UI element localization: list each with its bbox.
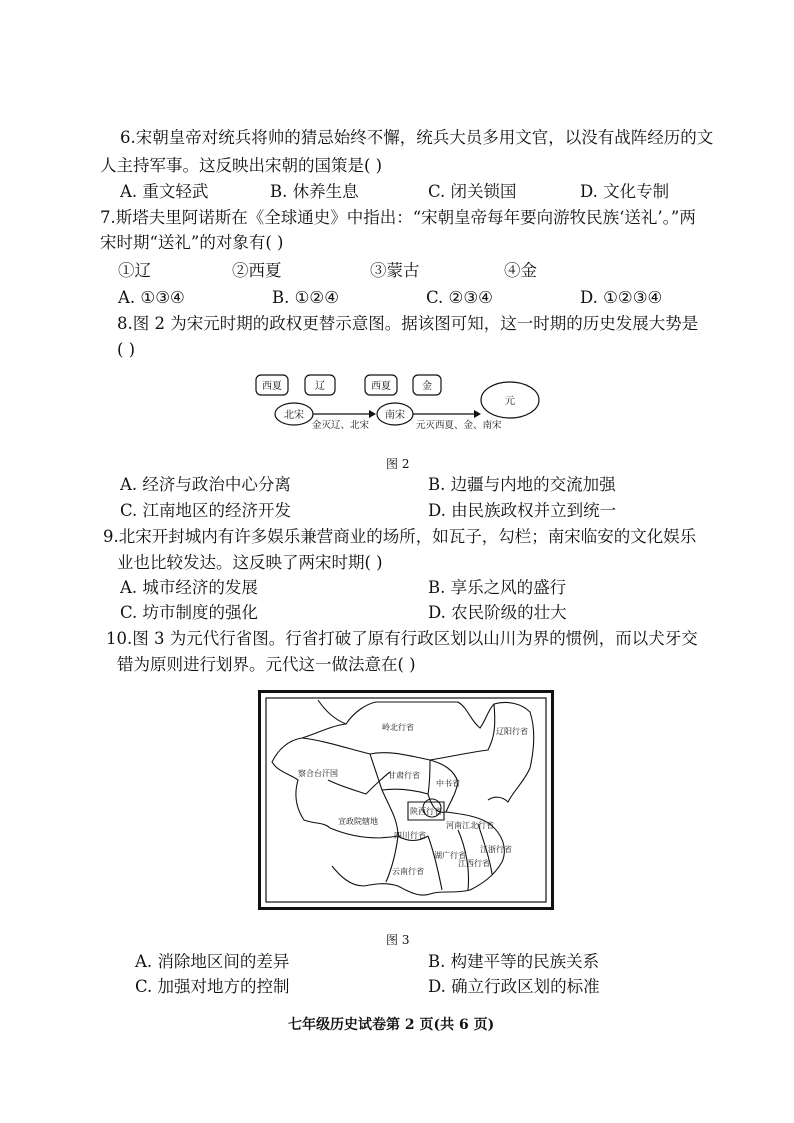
q6-option-a[interactable]: A. 重文轻武: [120, 182, 209, 201]
page-footer: 七年级历史试卷第 2 页(共 6 页): [288, 1017, 495, 1033]
q6-option-b[interactable]: B. 休养生息: [270, 182, 359, 201]
q10-stem-line2: 错为原则进行划界。元代这一做法意在( ): [117, 655, 416, 674]
node-beisong-label: 北宋: [284, 410, 304, 421]
node-xixia-1-label: 西夏: [262, 381, 282, 392]
q10-option-a[interactable]: A. 消除地区间的差异: [135, 952, 290, 971]
q9-option-c[interactable]: C. 坊市制度的强化: [120, 603, 259, 622]
map-label-liaoyang: 辽阳行省: [496, 727, 528, 736]
figure-3-caption: 图 3: [386, 933, 410, 947]
node-jin-label: 金: [422, 381, 432, 392]
q9-option-a[interactable]: A. 城市经济的发展: [120, 578, 258, 597]
map-label-sichuan: 四川行省: [394, 831, 426, 840]
map-label-yunnan: 云南行省: [392, 867, 424, 876]
q9-option-d[interactable]: D. 农民阶级的壮大: [428, 603, 567, 622]
arrow-label-jin-conquest: 金灭辽、北宋: [312, 420, 370, 431]
q10-stem-line1: 10.图 3 为元代行省图。行省打破了原有行政区划以山川为界的惯例，而以犬牙交: [106, 629, 698, 648]
figure-2-caption: 图 2: [386, 457, 410, 471]
q6-stem-line2: 人主持军事。这反映出宋朝的国策是( ): [100, 156, 383, 175]
map-label-jiangzhe: 江浙行省: [480, 845, 512, 854]
q8-option-a[interactable]: A. 经济与政治中心分离: [120, 475, 291, 494]
q7-stem-line2: 宋时期“送礼”的对象有( ): [100, 233, 284, 252]
figure-3-yuan-province-map: [258, 690, 554, 910]
q10-option-c[interactable]: C. 加强对地方的控制: [135, 977, 290, 996]
map-label-huguang: 湖广行省: [434, 851, 466, 860]
q9-stem-line2: 业也比较发达。这反映了两宋时期( ): [117, 553, 383, 572]
q8-option-c[interactable]: C. 江南地区的经济开发: [120, 501, 292, 520]
map-label-shaanxi: 陕西行省: [410, 807, 442, 816]
map-label-xuanzheng: 宣政院辖地: [338, 817, 378, 826]
q7-option-c[interactable]: C. ②③④: [426, 288, 493, 307]
q7-item-2: ②西夏: [232, 261, 282, 280]
figure-2-regime-diagram: [250, 370, 540, 440]
q6-option-d[interactable]: D. 文化专制: [580, 182, 670, 201]
q8-option-d[interactable]: D. 由民族政权并立到统一: [428, 501, 617, 520]
q10-option-d[interactable]: D. 确立行政区划的标准: [428, 977, 600, 996]
q7-item-1: ①辽: [118, 261, 151, 280]
map-label-chagatai: 察合台汗国: [298, 769, 338, 778]
q7-option-a[interactable]: A. ①③④: [118, 288, 185, 307]
q6-option-c[interactable]: C. 闭关锁国: [428, 182, 517, 201]
map-label-henan: 河南江北行省: [446, 821, 494, 830]
q7-item-3: ③蒙古: [370, 261, 420, 280]
node-nansong-label: 南宋: [385, 410, 405, 421]
map-label-jiangxi: 江西行省: [458, 859, 490, 868]
q9-option-b[interactable]: B. 享乐之风的盛行: [428, 578, 567, 597]
node-liao-label: 辽: [315, 381, 325, 392]
q6-stem-line1: 6.宋朝皇帝对统兵将帅的猜忌始终不懈，统兵大员多用文官，以没有战阵经历的文: [120, 128, 714, 147]
q7-item-4: ④金: [504, 261, 537, 280]
q8-option-b[interactable]: B. 边疆与内地的交流加强: [428, 475, 616, 494]
q10-option-b[interactable]: B. 构建平等的民族关系: [428, 952, 600, 971]
q7-stem-line1: 7.斯塔夫里阿诺斯在《全球通史》中指出：“宋朝皇帝每年要向游牧民族‘送礼’。”两: [100, 208, 696, 227]
map-label-lingbei: 岭北行省: [382, 723, 414, 732]
map-label-gansu: 甘肃行省: [388, 771, 420, 780]
q7-option-b[interactable]: B. ①②④: [272, 288, 339, 307]
map-label-zhongshu: 中书省: [436, 779, 460, 788]
arrow-label-yuan-conquest: 元灭西夏、金、南宋: [416, 420, 502, 431]
q9-stem-line1: 9.北宋开封城内有许多娱乐兼营商业的场所，如瓦子，勾栏；南宋临安的文化娱乐: [103, 527, 697, 546]
node-yuan-label: 元: [505, 396, 515, 407]
q7-option-d[interactable]: D. ①②③④: [580, 288, 663, 307]
node-xixia-2-label: 西夏: [371, 381, 391, 392]
q8-stem-line2: ( ): [117, 340, 136, 359]
q8-stem-line1: 8.图 2 为宋元时期的政权更替示意图。据该图可知，这一时期的历史发展大势是: [117, 314, 699, 333]
